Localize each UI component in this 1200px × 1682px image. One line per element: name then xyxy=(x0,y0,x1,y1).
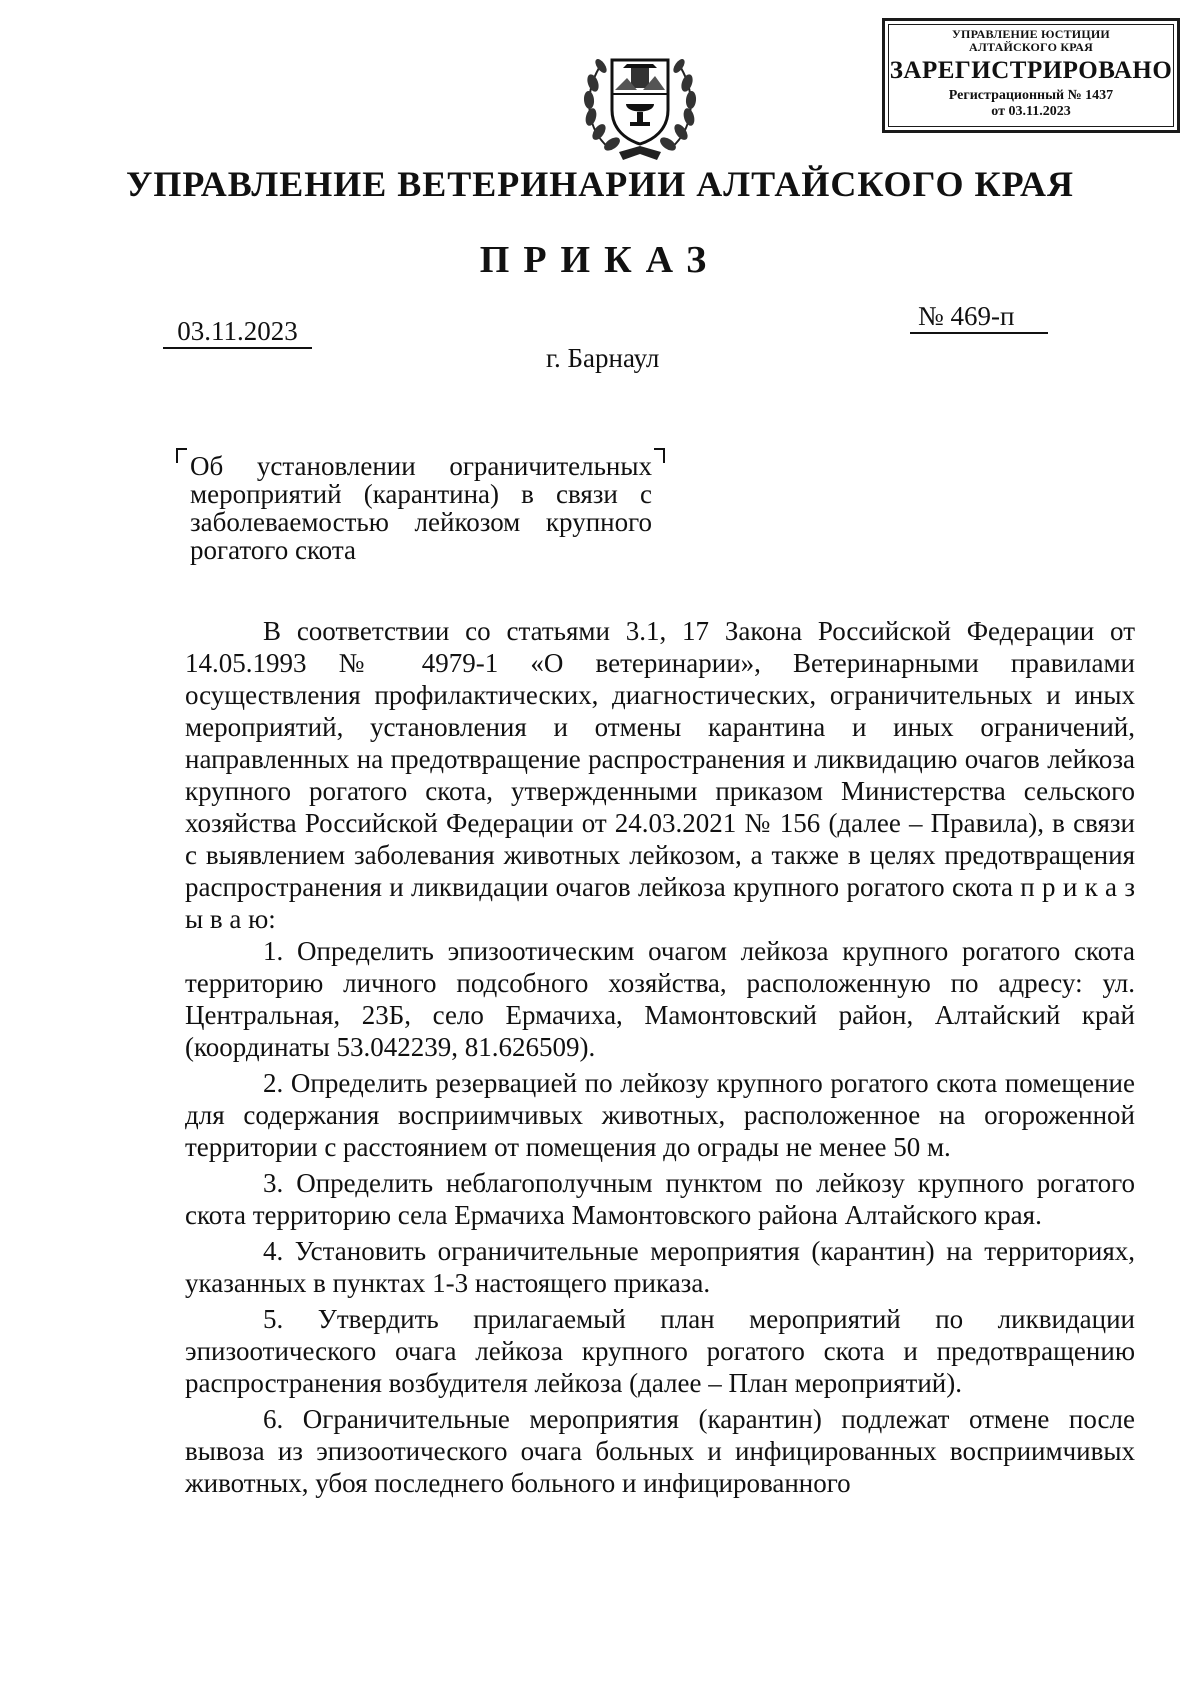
document-city: г. Барнаул xyxy=(546,343,660,373)
order-item-1: 1. Определить эпизоотическим очагом лейкоза крупного рогатого скота территорию личного подсобного хозяйства, расположенную по адресу: ул. Центральная, 23Б, село Ермачиха, Мамонтовский район, Алтайский край (координаты 53.042239, 81.626509). xyxy=(185,936,1135,1062)
order-item-5: 5. Утвердить прилагаемый план мероприятий по ликвидации эпизоотического очага лейкоза крупного рогатого скота и предотвращению распространения возбудителя лейкоза (далее – План мероприятий). xyxy=(185,1304,1135,1398)
order-item-4: 4. Установить ограничительные мероприятия (карантин) на территориях, указанных в пунктах 1-3 настоящего приказа. xyxy=(185,1236,1135,1298)
stamp-status: ЗАРЕГИСТРИРОВАНО xyxy=(889,57,1173,84)
document-body xyxy=(185,615,1135,1499)
order-item-2: 2. Определить резервацией по лейкозу крупного рогатого скота помещение для содержания восприимчивых животных, расположенное на огороженной территории с расстоянием от помещения до ограды не менее 50 м. xyxy=(185,1068,1135,1162)
order-item-6: 6. Ограничительные мероприятия (карантин) подлежат отмене после вывоза из эпизоотического очага больных и инфицированных восприимчивых животных, убоя последнего больного и инфицированного xyxy=(185,1404,1135,1498)
preamble-paragraph: В соответствии со статьями 3.1, 17 Закона Российской Федерации от 14.05.1993 № 4979-1 «О ветеринарии», Ветеринарными правилами осуществления профилактических, диагностических, ограничительных и иных мероприятий, установления и отмены карантина и иных ограничений, направленных на предотвращение распространения и ликвидацию очагов лейкоза крупного рогатого скота, утвержденными приказом Министерства сельского хозяйства Российской Федерации от 24.03.2021 № 156 (далее – Правила), в связи с выявлением заболевания животных лейкозом, а также в целях предотвращения распространения и ликвидации очагов лейкоза крупного рогатого скота п р и к а з ы в а ю: xyxy=(185,616,1135,934)
stamp-authority-line-1: УПРАВЛЕНИЕ ЮСТИЦИИ xyxy=(952,27,1110,41)
stamp-registration-number: Регистрационный № 1437 xyxy=(948,88,1114,103)
organization-title: УПРАВЛЕНИЕ ВЕТЕРИНАРИИ АЛТАЙСКОГО КРАЯ xyxy=(125,164,1075,204)
subject-bracket-left xyxy=(176,448,187,463)
subject-bracket-right xyxy=(654,448,665,463)
stamp-date: от 03.11.2023 xyxy=(991,104,1071,119)
document-subject xyxy=(190,452,652,564)
subject-text: Об установлении ограничительных мероприятий (карантина) в связи с заболеваемостью лейкозом крупного рогатого скота xyxy=(190,451,652,565)
document-date: 03.11.2023 xyxy=(163,315,312,349)
order-item-3: 3. Определить неблагополучным пунктом по лейкозу крупного рогатого скота территорию села Ермачиха Мамонтовского района Алтайского края. xyxy=(185,1168,1135,1230)
document-type: ПРИКАЗ xyxy=(479,239,721,281)
stamp-authority-line-2: АЛТАЙСКОГО КРАЯ xyxy=(969,40,1093,54)
document-number: № 469-п xyxy=(910,300,1048,334)
altai-krai-coat-of-arms-icon xyxy=(579,38,701,166)
registration-stamp xyxy=(882,18,1180,133)
